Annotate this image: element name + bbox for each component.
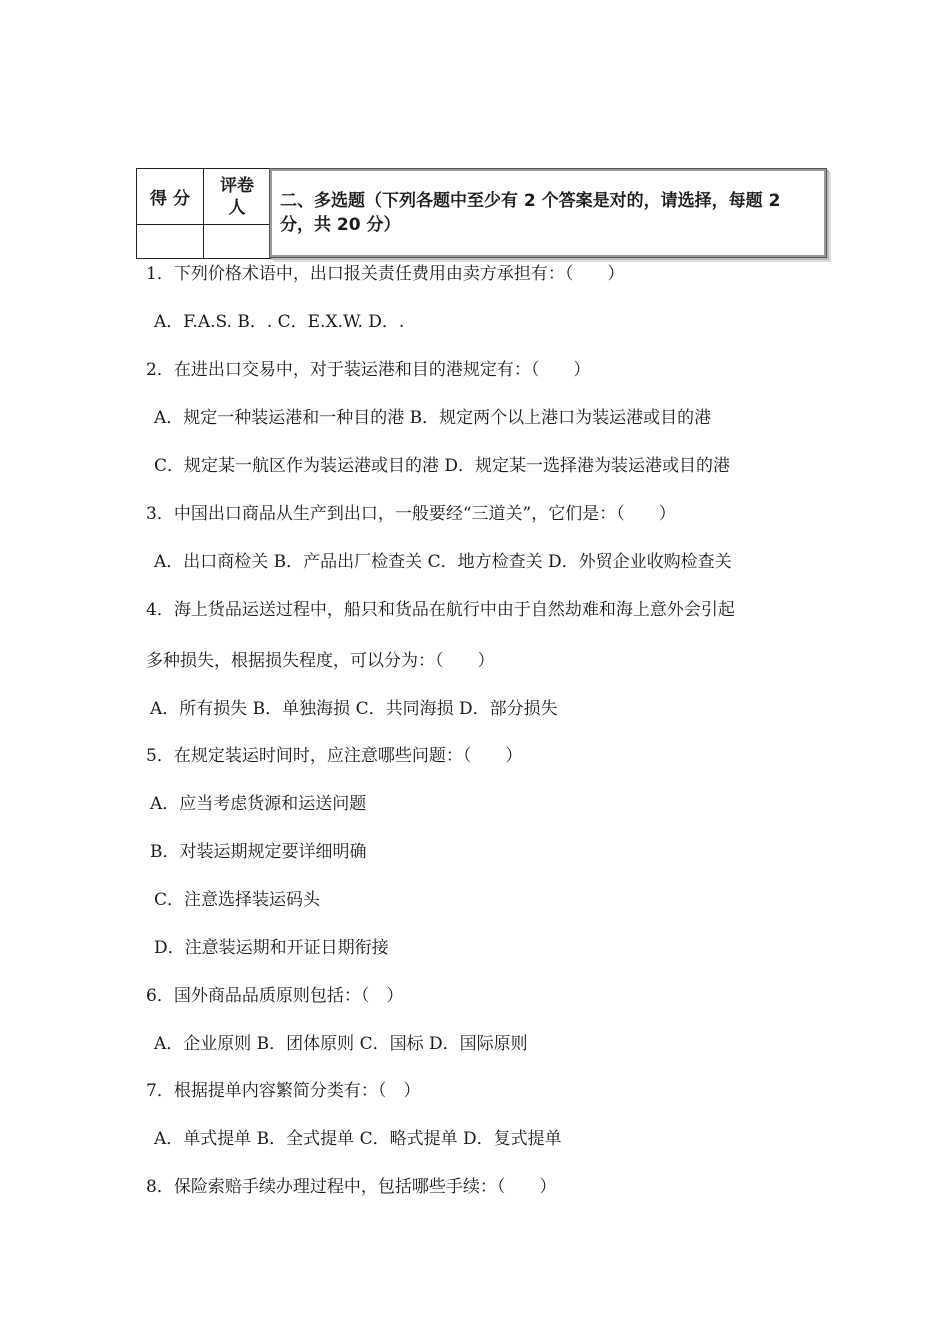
question-4-options: A．所有损失 B．单独海损 C．共同海损 D．部分损失	[150, 699, 558, 719]
section-title: 二、多选题（下列各题中至少有 2 个答案是对的，请选择，每题 2 分，共 20 分）	[280, 191, 781, 235]
question-5-option-b: B．对装运期规定要详细明确	[150, 842, 367, 862]
question-5-option-d: D．注意装运期和开证日期衔接	[154, 938, 389, 958]
score-table	[136, 168, 271, 259]
question-7-options: A．单式提单 B．全式提单 C．略式提单 D．复式提单	[154, 1129, 562, 1149]
score-label: 得 分	[137, 169, 204, 225]
question-5-option-c: C．注意选择装运码头	[154, 890, 321, 910]
question-7: 7．根据提单内容繁简分类有：（ ）	[146, 1081, 421, 1101]
grader-label	[204, 169, 271, 225]
question-6-options: A．企业原则 B．团体原则 C．国标 D．国际原则	[154, 1034, 528, 1054]
question-5: 5．在规定装运时间时，应注意哪些问题：（ ）	[146, 746, 523, 766]
question-6: 6．国外商品品质原则包括：（ ）	[146, 986, 404, 1006]
question-8: 8．保险索赔手续办理过程中，包括哪些手续：（ ）	[146, 1177, 557, 1197]
question-2-options-cd: C．规定某一航区作为装运港或目的港 D．规定某一选择港为装运港或目的港	[154, 456, 731, 476]
score-cell[interactable]	[137, 225, 204, 259]
grader-label-line2: 人	[228, 197, 246, 218]
question-1: 1．下列价格术语中，出口报关责任费用由卖方承担有：（ ）	[146, 264, 625, 284]
question-3-options: A．出口商检关 B．产品出厂检查关 C．地方检查关 D．外贸企业收购检查关	[154, 552, 732, 572]
question-2: 2．在进出口交易中，对于装运港和目的港规定有：（ ）	[146, 360, 591, 380]
grader-label-line1: 评卷	[220, 175, 254, 196]
section-heading-box	[269, 168, 827, 258]
question-5-option-a: A．应当考虑货源和运送问题	[150, 794, 367, 814]
question-3: 3．中国出口商品从生产到出口，一般要经“三道关”，它们是：（ ）	[146, 504, 676, 524]
question-1-options: A．F.A.S. B．. C．E.X.W. D．.	[154, 312, 405, 332]
question-4: 4．海上货品运送过程中，船只和货品在航行中由于自然劫难和海上意外会引起	[146, 600, 735, 620]
question-4-continued: 多种损失，根据损失程度，可以分为：（ ）	[146, 651, 495, 671]
grader-cell[interactable]	[204, 225, 271, 259]
question-2-options-ab: A．规定一种装运港和一种目的港 B．规定两个以上港口为装运港或目的港	[154, 408, 712, 428]
